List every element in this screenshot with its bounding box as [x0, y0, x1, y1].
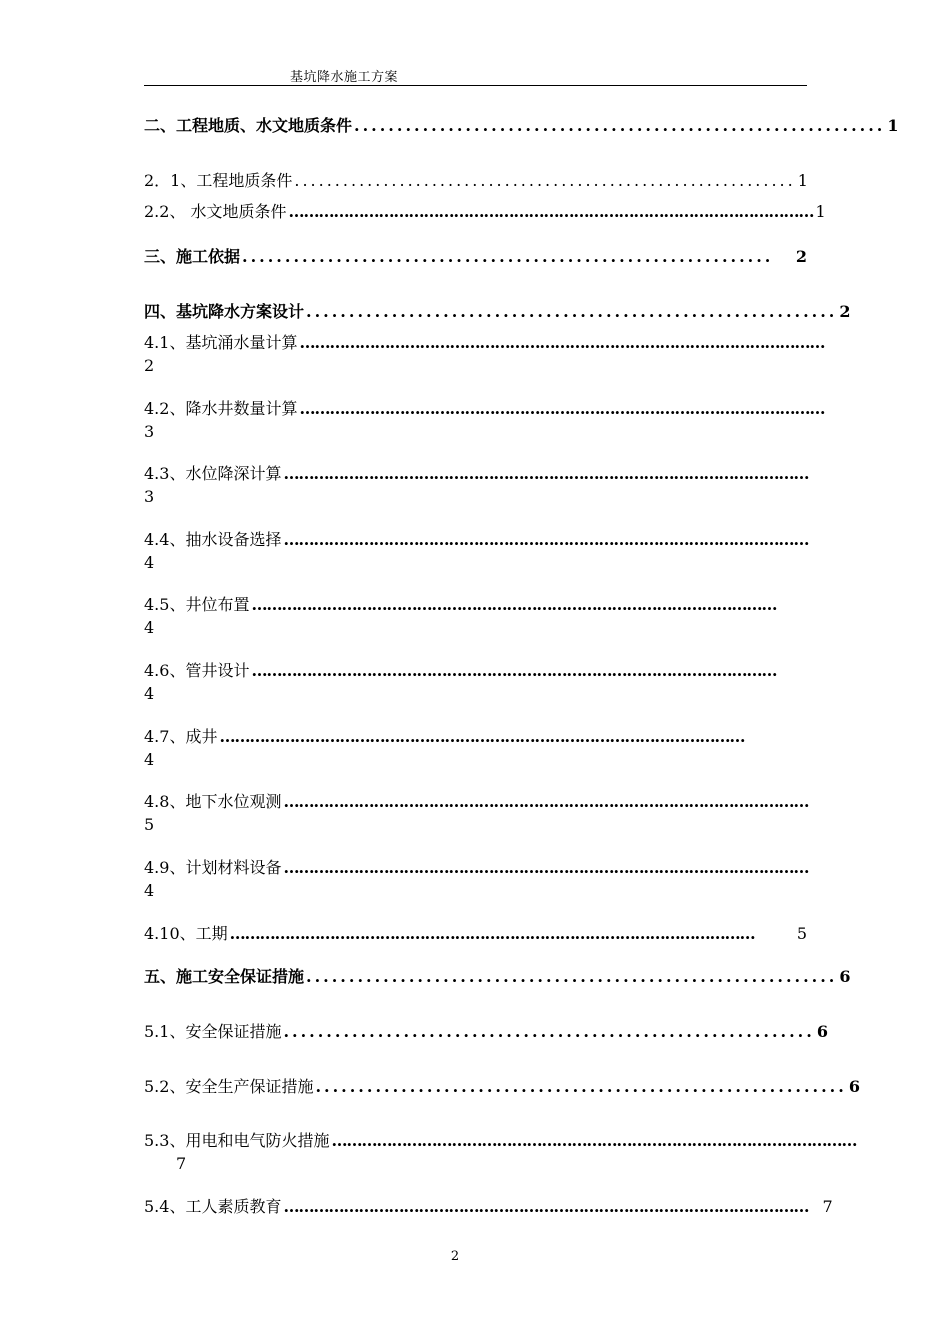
toc-leader: .............................................................. — [242, 247, 774, 266]
toc-leader: …………………………………………………………………………………………… — [283, 464, 809, 483]
toc-entry[interactable] — [144, 302, 851, 322]
toc-entry[interactable] — [144, 399, 825, 419]
toc-entry-title: 4.8、地下水位观测 — [144, 792, 282, 811]
toc-entry[interactable] — [144, 1022, 828, 1042]
header-rule — [144, 85, 807, 86]
toc-entry[interactable] — [144, 924, 807, 944]
toc-page-number: 2 — [144, 356, 155, 375]
toc-entry[interactable] — [144, 171, 807, 191]
toc-entry-title: 4.9、计划材料设备 — [144, 858, 282, 877]
toc-leader: …………………………………………………………………………………………… — [219, 727, 745, 746]
toc-leader: …………………………………………………………………………………………… — [251, 661, 777, 680]
toc-page-number: 7 — [822, 1197, 833, 1216]
toc-entry-title: 4.7、成井 — [144, 727, 218, 746]
toc-entry-title: 5.3、用电和电气防火措施 — [144, 1131, 330, 1150]
toc-page-number: 3 — [144, 487, 155, 506]
toc-leader: .............................................................. — [294, 171, 796, 190]
toc-entry-title: 4.10、工期 — [144, 924, 228, 943]
toc-page-number: 3 — [144, 422, 155, 441]
toc-entry-title: 2.2、 水文地质条件 — [144, 202, 287, 221]
toc-entry[interactable] — [144, 595, 807, 615]
toc-entry-title: 4.6、管井设计 — [144, 661, 250, 680]
toc-leader: …………………………………………………………………………………………… — [229, 924, 755, 943]
toc-leader: …………………………………………………………………………………………… — [251, 595, 777, 614]
toc-entry[interactable] — [144, 202, 826, 222]
toc-leader: …………………………………………………………………………………………… — [283, 792, 809, 811]
toc-entry[interactable] — [144, 530, 807, 550]
toc-entry[interactable] — [144, 792, 807, 812]
toc-page-number: 4 — [144, 618, 155, 637]
toc-entry-title: 5.1、安全保证措施 — [144, 1022, 282, 1041]
toc-entry-title: 四、基坑降水方案设计 — [144, 302, 305, 321]
toc-entry-title: 4.2、降水井数量计算 — [144, 399, 298, 418]
toc-leader: …………………………………………………………………………………………… — [299, 399, 825, 418]
toc-page-number: 6 — [839, 967, 851, 986]
toc-leader: .............................................................. — [306, 967, 838, 986]
toc-entry-title: 五、施工安全保证措施 — [144, 967, 305, 986]
toc-entry[interactable] — [144, 116, 899, 136]
toc-entry-title: 4.3、水位降深计算 — [144, 464, 282, 483]
toc-leader: .............................................................. — [283, 1022, 815, 1041]
toc-entry[interactable] — [144, 967, 851, 987]
toc-entry-title: 4.1、基坑涌水量计算 — [144, 333, 298, 352]
toc-entry[interactable] — [144, 333, 825, 353]
toc-page-number: 7 — [176, 1154, 187, 1173]
toc-entry-title: 5.4、工人素质教育 — [144, 1197, 282, 1216]
toc-leader: …………………………………………………………………………………………… — [283, 530, 809, 549]
toc-page-number: 6 — [816, 1022, 828, 1041]
toc-entry[interactable] — [144, 1197, 833, 1217]
toc-entry-title: 5.2、安全生产保证措施 — [144, 1077, 314, 1096]
toc-page-number: 4 — [144, 553, 155, 572]
toc-page-number: 6 — [848, 1077, 860, 1096]
toc-leader: …………………………………………………………………………………………… — [288, 202, 814, 221]
toc-entry-title: 二、工程地质、水文地质条件 — [144, 116, 353, 135]
toc-page-number: 5 — [144, 815, 155, 834]
toc-entry[interactable] — [144, 1131, 857, 1151]
toc-leader: .............................................................. — [306, 302, 838, 321]
toc-page-number: 1 — [887, 116, 899, 135]
toc-leader: …………………………………………………………………………………………… — [283, 858, 809, 877]
toc-leader: …………………………………………………………………………………………… — [331, 1131, 857, 1150]
toc-page-number: 4 — [144, 684, 155, 703]
toc-entry-title: 4.5、井位布置 — [144, 595, 250, 614]
toc-leader: …………………………………………………………………………………………… — [283, 1197, 809, 1216]
toc-entry[interactable] — [144, 1077, 860, 1097]
toc-page-number: 1 — [797, 171, 808, 190]
toc-leader: …………………………………………………………………………………………… — [299, 333, 825, 352]
running-header-title: 基坑降水施工方案 — [290, 70, 399, 85]
toc-entry-title: 三、施工依据 — [144, 247, 241, 266]
toc-page-number: 4 — [144, 881, 155, 900]
toc-entry-title: 4.4、抽水设备选择 — [144, 530, 282, 549]
toc-entry[interactable] — [144, 464, 807, 484]
toc-leader: .............................................................. — [354, 116, 886, 135]
toc-entry-title: 2．1、工程地质条件 — [144, 171, 293, 190]
toc-page-number: 2 — [795, 247, 807, 266]
toc-page-number: 5 — [796, 924, 807, 943]
toc-entry[interactable] — [144, 858, 807, 878]
toc-page-number: 4 — [144, 750, 155, 769]
toc-entry[interactable] — [144, 247, 807, 267]
toc-entry[interactable] — [144, 661, 807, 681]
toc-leader: .............................................................. — [315, 1077, 847, 1096]
toc-entry[interactable] — [144, 727, 807, 747]
page-number: 2 — [450, 1249, 460, 1264]
toc-page-number: 1 — [815, 202, 826, 221]
toc-page-number: 2 — [839, 302, 851, 321]
